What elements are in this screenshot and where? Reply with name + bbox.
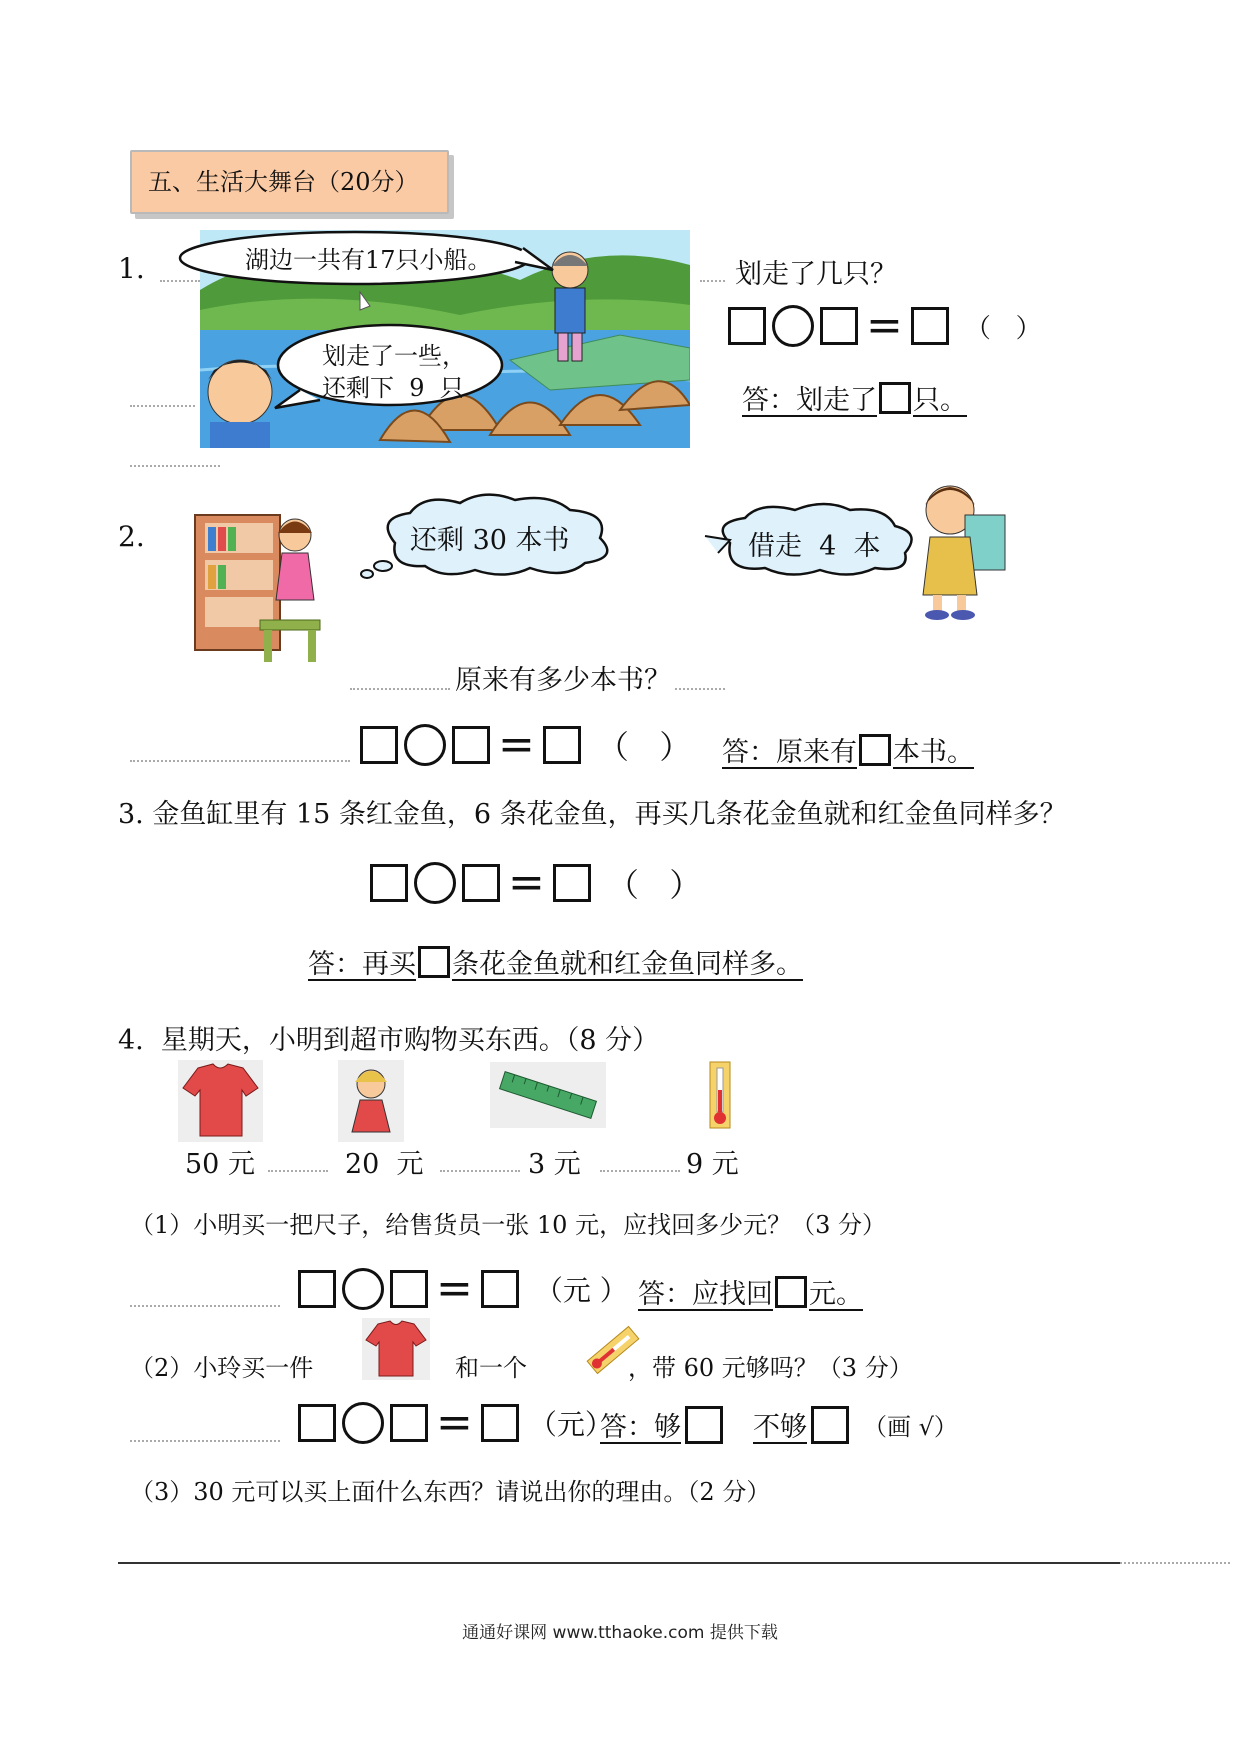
q4-sub1-equation	[298, 1263, 628, 1314]
answer-box[interactable]	[298, 1270, 336, 1308]
answer-box[interactable]	[728, 307, 766, 345]
q4-sub2-answer	[600, 1405, 958, 1444]
answer-prefix: 答：原来有	[722, 737, 857, 768]
equals-sign: =	[436, 1263, 473, 1314]
answer-prefix: 答：划走了	[742, 385, 877, 416]
equals-sign: =	[436, 1397, 473, 1448]
bookshelf-girl-illustration	[190, 505, 350, 665]
dots	[700, 280, 725, 282]
unit-paren: （ ）	[964, 313, 1042, 344]
answer-box[interactable]	[390, 1404, 428, 1442]
dots	[130, 465, 220, 467]
equals-sign: =	[508, 857, 545, 908]
answer-box[interactable]	[820, 307, 858, 345]
answer-suffix: 本书。	[893, 737, 974, 768]
shirt-icon	[178, 1060, 263, 1142]
q4-text: 4. 星期天，小明到超市购物买东西。（8 分）	[118, 1025, 660, 1056]
q4-sub3-text: （3）30 元可以买上面什么东西？请说出你的理由。（2 分）	[130, 1478, 771, 1506]
ruler-icon	[490, 1062, 606, 1128]
price-shirt: 50 元	[185, 1149, 255, 1180]
q1-equation	[728, 300, 1042, 351]
speech-bottom-line2: 还剩下 9 只	[322, 374, 464, 402]
dots	[675, 688, 725, 690]
doll-icon	[338, 1060, 404, 1142]
dots	[268, 1170, 328, 1172]
q3-equation	[370, 857, 702, 908]
q4-sub1-answer	[638, 1272, 863, 1311]
equals-sign: =	[498, 719, 535, 770]
answer-box[interactable]	[911, 307, 949, 345]
q1-number: 1.	[118, 252, 145, 285]
unit-paren: （ ）	[596, 728, 692, 766]
q1-question: 划走了几只？	[735, 259, 897, 290]
footer: 通通好课网 www.tthaoke.com 提供下载	[462, 1623, 778, 1643]
answer-box[interactable]	[418, 946, 450, 978]
answer-box[interactable]	[298, 1404, 336, 1442]
answer-box[interactable]	[390, 1270, 428, 1308]
dots	[130, 760, 350, 762]
q1-answer	[742, 378, 967, 417]
dots	[130, 1305, 280, 1307]
dots	[440, 1170, 520, 1172]
speech-bottom-line1: 划走了一些，	[322, 342, 466, 370]
answer-box[interactable]	[452, 726, 490, 764]
q4-sub2-text-a: （2）小玲买一件	[130, 1354, 314, 1382]
answer-suffix: （画 √）	[863, 1413, 958, 1441]
answer-prefix: 答：够	[600, 1412, 681, 1443]
operator-circle[interactable]	[772, 305, 814, 347]
price-thermometer: 9 元	[686, 1149, 739, 1180]
not-enough-box[interactable]	[811, 1406, 849, 1444]
price-ruler: 3 元	[528, 1149, 581, 1180]
operator-circle[interactable]	[342, 1402, 384, 1444]
q4-sub2-equation	[298, 1397, 613, 1448]
dots	[130, 405, 195, 407]
price-doll: 20 元	[345, 1149, 424, 1180]
speech-top-text: 湖边一共有17只小船。	[245, 246, 492, 274]
dots	[130, 1440, 280, 1442]
answer-line[interactable]	[118, 1562, 1120, 1564]
girl-with-books-illustration	[905, 475, 1010, 620]
dots	[600, 1170, 680, 1172]
q2-equation	[360, 719, 692, 770]
answer-prefix: 答：再买	[308, 949, 416, 980]
cloud-right-text: 借走 4 本	[748, 531, 881, 562]
answer-prefix: 答：应找回	[638, 1279, 773, 1310]
cloud-left-text: 还剩 30 本书	[410, 525, 570, 556]
answer-box[interactable]	[462, 864, 500, 902]
answer-suffix: 元。	[809, 1279, 863, 1310]
operator-circle[interactable]	[342, 1268, 384, 1310]
unit-paren: （ ）	[606, 866, 702, 904]
thermometer-icon	[704, 1060, 736, 1130]
shirt-icon	[362, 1318, 430, 1380]
answer-box[interactable]	[543, 726, 581, 764]
answer-suffix: 条花金鱼就和红金鱼同样多。	[452, 949, 803, 980]
unit-paren: （元 ）	[534, 1274, 628, 1307]
answer-box[interactable]	[370, 864, 408, 902]
answer-box[interactable]	[481, 1404, 519, 1442]
answer-box[interactable]	[553, 864, 591, 902]
operator-circle[interactable]	[414, 862, 456, 904]
answer-box[interactable]	[360, 726, 398, 764]
unit-paren: （元）	[528, 1408, 613, 1441]
q2-number: 2.	[118, 520, 145, 553]
q4-sub1-text: （1）小明买一把尺子，给售货员一张 10 元，应找回多少元？（3 分）	[130, 1211, 886, 1239]
q4-sub2-text-c: ，带 60 元够吗？（3 分）	[628, 1354, 913, 1382]
answer-box[interactable]	[775, 1276, 807, 1308]
answer-box[interactable]	[481, 1270, 519, 1308]
q2-answer	[722, 730, 974, 769]
enough-box[interactable]	[685, 1406, 723, 1444]
q3-text: 3. 金鱼缸里有 15 条红金鱼，6 条花金鱼，再买几条花金鱼就和红金鱼同样多？	[118, 799, 1067, 830]
q3-answer	[308, 942, 803, 981]
section-title: 五、生活大舞台（20分）	[148, 168, 419, 196]
operator-circle[interactable]	[404, 724, 446, 766]
answer-box[interactable]	[859, 734, 891, 766]
dots	[350, 688, 450, 690]
q4-sub2-text-b: 和一个	[455, 1354, 527, 1382]
dots	[1120, 1562, 1230, 1564]
equals-sign: =	[866, 300, 903, 351]
q2-question: 原来有多少本书？	[455, 665, 671, 696]
answer-suffix: 只。	[913, 385, 967, 416]
answer-mid: 不够	[753, 1412, 807, 1443]
answer-box[interactable]	[879, 382, 911, 414]
